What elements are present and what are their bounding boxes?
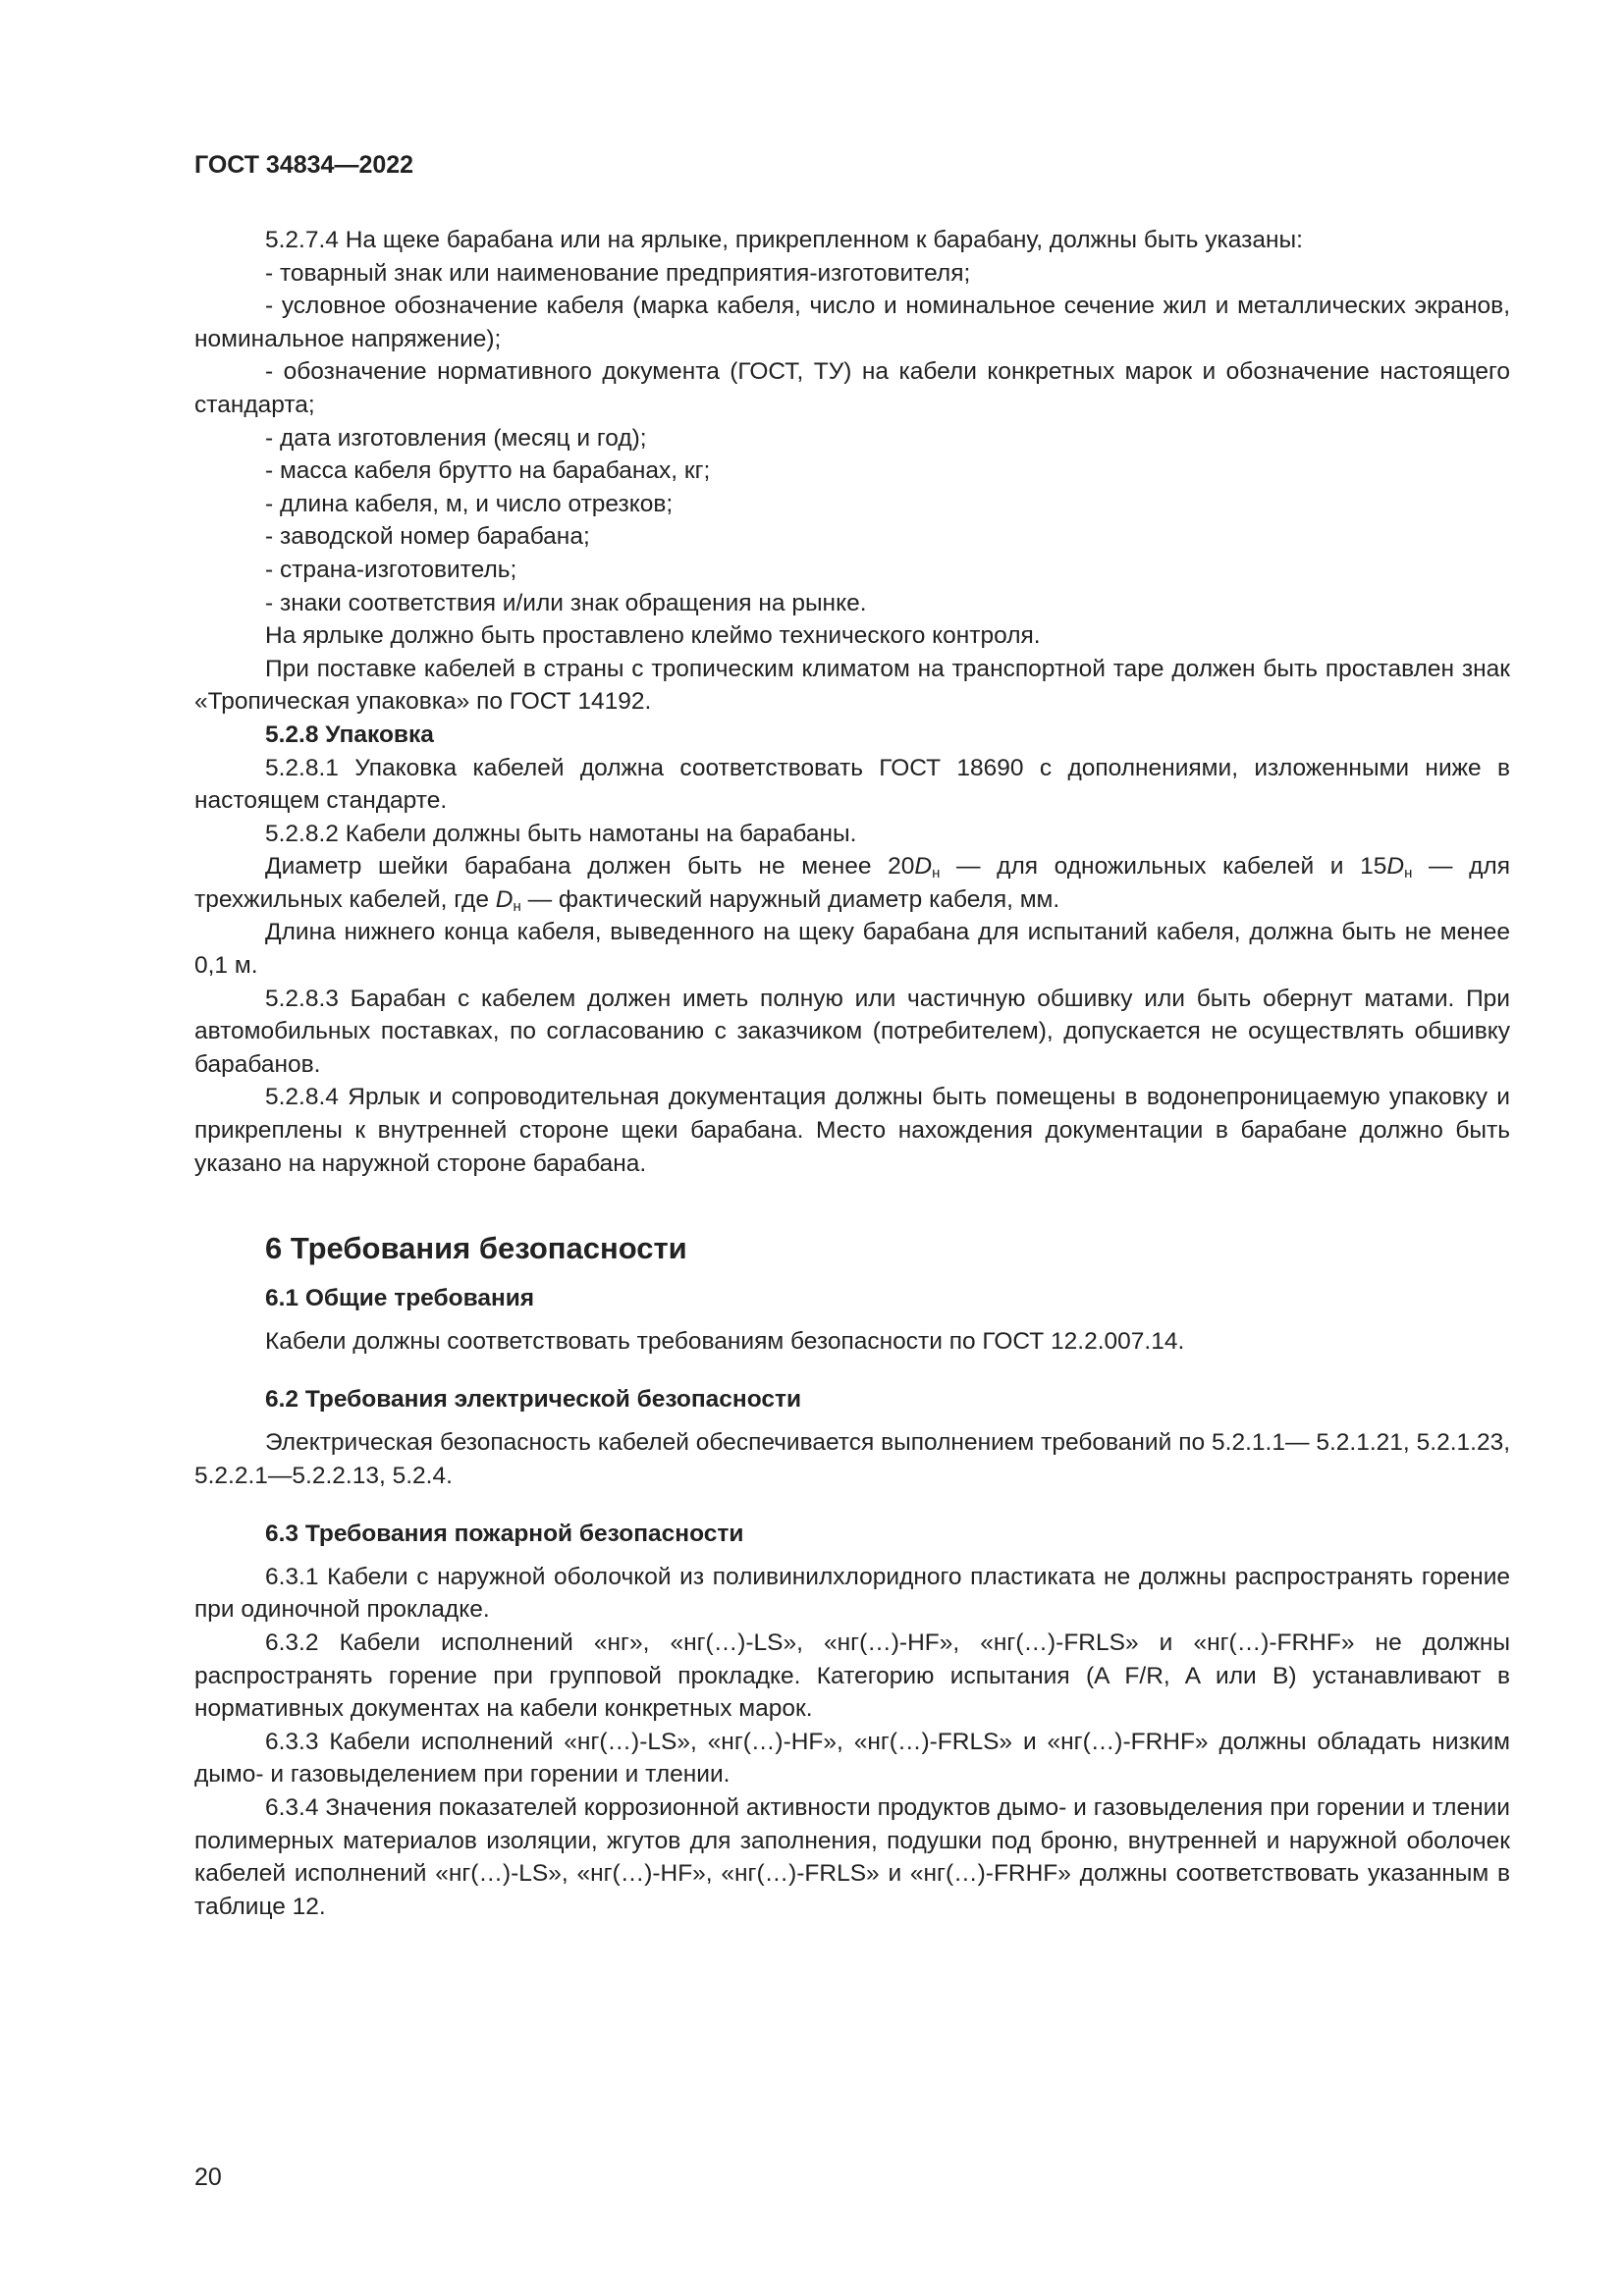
paragraph-6-3-4: 6.3.4 Значения показателей коррозионной активности продуктов дымо- и газовыделения при горении и тлении полимерных материалов изоляции, жгутов для заполнения, подушки под броню, внутренней и наружной оболочек кабелей исполнений «нг(…)-LS», «нг(…)-HF», «нг(…)-FRLS» и «нг(…)-FRHF» должны соответствовать указанным в таблице 12. (194, 1793, 1510, 1920)
list-item: - обозначение нормативного документа (ГОСТ, ТУ) на кабели конкретных марок и обозначение настоящего стандарта; (194, 358, 1510, 418)
page-number: 20 (194, 2163, 222, 2191)
subscript-n: н (1404, 865, 1413, 882)
document-body (194, 224, 1510, 1923)
heading-6-3: 6.3 Требования пожарной безопасности (265, 1521, 744, 1548)
list-item: - товарный знак или наименование предприятия-изготовителя; (265, 259, 971, 287)
symbol-d: D (495, 885, 514, 913)
list-item: - длина кабеля, м, и число отрезков; (265, 490, 674, 517)
paragraph-5-2-8-4: 5.2.8.4 Ярлык и сопроводительная документация должны быть помещены в водонепроницаемую упаковку и прикреплены к внутренней стороне щеки барабана. Место нахождения документации в барабане должно быть указано на наружной стороне барабана. (194, 1084, 1510, 1177)
paragraph-6-3-1: 6.3.1 Кабели с наружной оболочкой из поливинилхлоридного пластиката не должны распространять горение при одиночной прокладке. (194, 1563, 1510, 1624)
paragraph-5-2-8-1: 5.2.8.1 Упаковка кабелей должна соответствовать ГОСТ 18690 с дополнениями, изложенными ниже в настоящем стандарте. (194, 754, 1510, 815)
subscript-n: н (513, 897, 521, 915)
paragraph-5-2-7-4: 5.2.7.4 На щеке барабана или на ярлыке, прикрепленном к барабану, должны быть указаны: (265, 227, 1303, 253)
heading-6-2: 6.2 Требования электрической безопасности (265, 1386, 802, 1414)
paragraph-6-3-2: 6.3.2 Кабели исполнений «нг», «нг(…)-LS», «нг(…)-HF», «нг(…)-FRLS» и «нг(…)-FRHF» не должны распространять горение при групповой прокладке. Категорию испытания (A F/R, A или B) устанавливают в нормативных документах на кабели конкретных марок. (194, 1629, 1510, 1723)
paragraph-6-1: Кабели должны соответствовать требованиям безопасности по ГОСТ 12.2.007.14. (265, 1327, 1185, 1355)
diameter-text-1: Диаметр шейки барабана должен быть не менее 20 (265, 853, 915, 881)
diameter-text-3: — для трехжильных кабелей, где (194, 853, 1510, 913)
symbol-d: D (1386, 853, 1405, 881)
subscript-n: н (932, 865, 941, 882)
paragraph-drum-diameter (194, 850, 1510, 916)
paragraph-tropical: При поставке кабелей в страны с тропическим климатом на транспортной таре должен быть проставлен знак «Тропическая упаковка» по ГОСТ 14192. (194, 655, 1510, 716)
symbol-d: D (914, 853, 933, 881)
diameter-text-2: — для одножильных кабелей и 15 (940, 853, 1387, 881)
section-heading-6: 6 Требования безопасности (265, 1231, 687, 1266)
paragraph-cable-end: Длина нижнего конца кабеля, выведенного на щеку барабана для испытаний кабеля, должна быть не менее 0,1 м. (194, 919, 1510, 980)
diameter-text-4: — фактический наружный диаметр кабеля, мм. (520, 885, 1060, 913)
heading-6-1: 6.1 Общие требования (265, 1285, 535, 1312)
document-header: ГОСТ 34834—2022 (194, 151, 414, 179)
list-item: - масса кабеля брутто на барабанах, кг; (265, 457, 711, 485)
paragraph-label-stamp: На ярлыке должно быть проставлено клеймо технического контроля. (265, 622, 1041, 650)
list-item: - знаки соответствия и/или знак обращения на рынке. (265, 589, 867, 616)
paragraph-6-2: Электрическая безопасность кабелей обеспечивается выполнением требований по 5.2.1.1— 5.2.1.21, 5.2.1.23, 5.2.2.1—5.2.2.13, 5.2.4. (194, 1429, 1510, 1489)
list-item: - дата изготовления (месяц и год); (265, 424, 647, 452)
list-item: - условное обозначение кабеля (марка кабеля, число и номинальное сечение жил и металлических экранов, номинальное напряжение); (194, 293, 1510, 352)
paragraph-6-3-3: 6.3.3 Кабели исполнений «нг(…)-LS», «нг(…)-HF», «нг(…)-FRLS» и «нг(…)-FRHF» должны обладать низким дымо- и газовыделением при горении и тлении. (194, 1728, 1510, 1789)
list-item: - страна-изготовитель; (265, 556, 517, 583)
heading-5-2-8: 5.2.8 Упаковка (265, 721, 434, 748)
paragraph-5-2-8-2: 5.2.8.2 Кабели должны быть намотаны на барабаны. (265, 820, 857, 847)
list-item: - заводской номер барабана; (265, 523, 590, 551)
paragraph-5-2-8-3: 5.2.8.3 Барабан с кабелем должен иметь полную или частичную обшивку или быть обернут матами. При автомобильных поставках, по согласованию с заказчиком (потребителем), допускается не осуществлять обшивку барабанов. (194, 985, 1510, 1078)
